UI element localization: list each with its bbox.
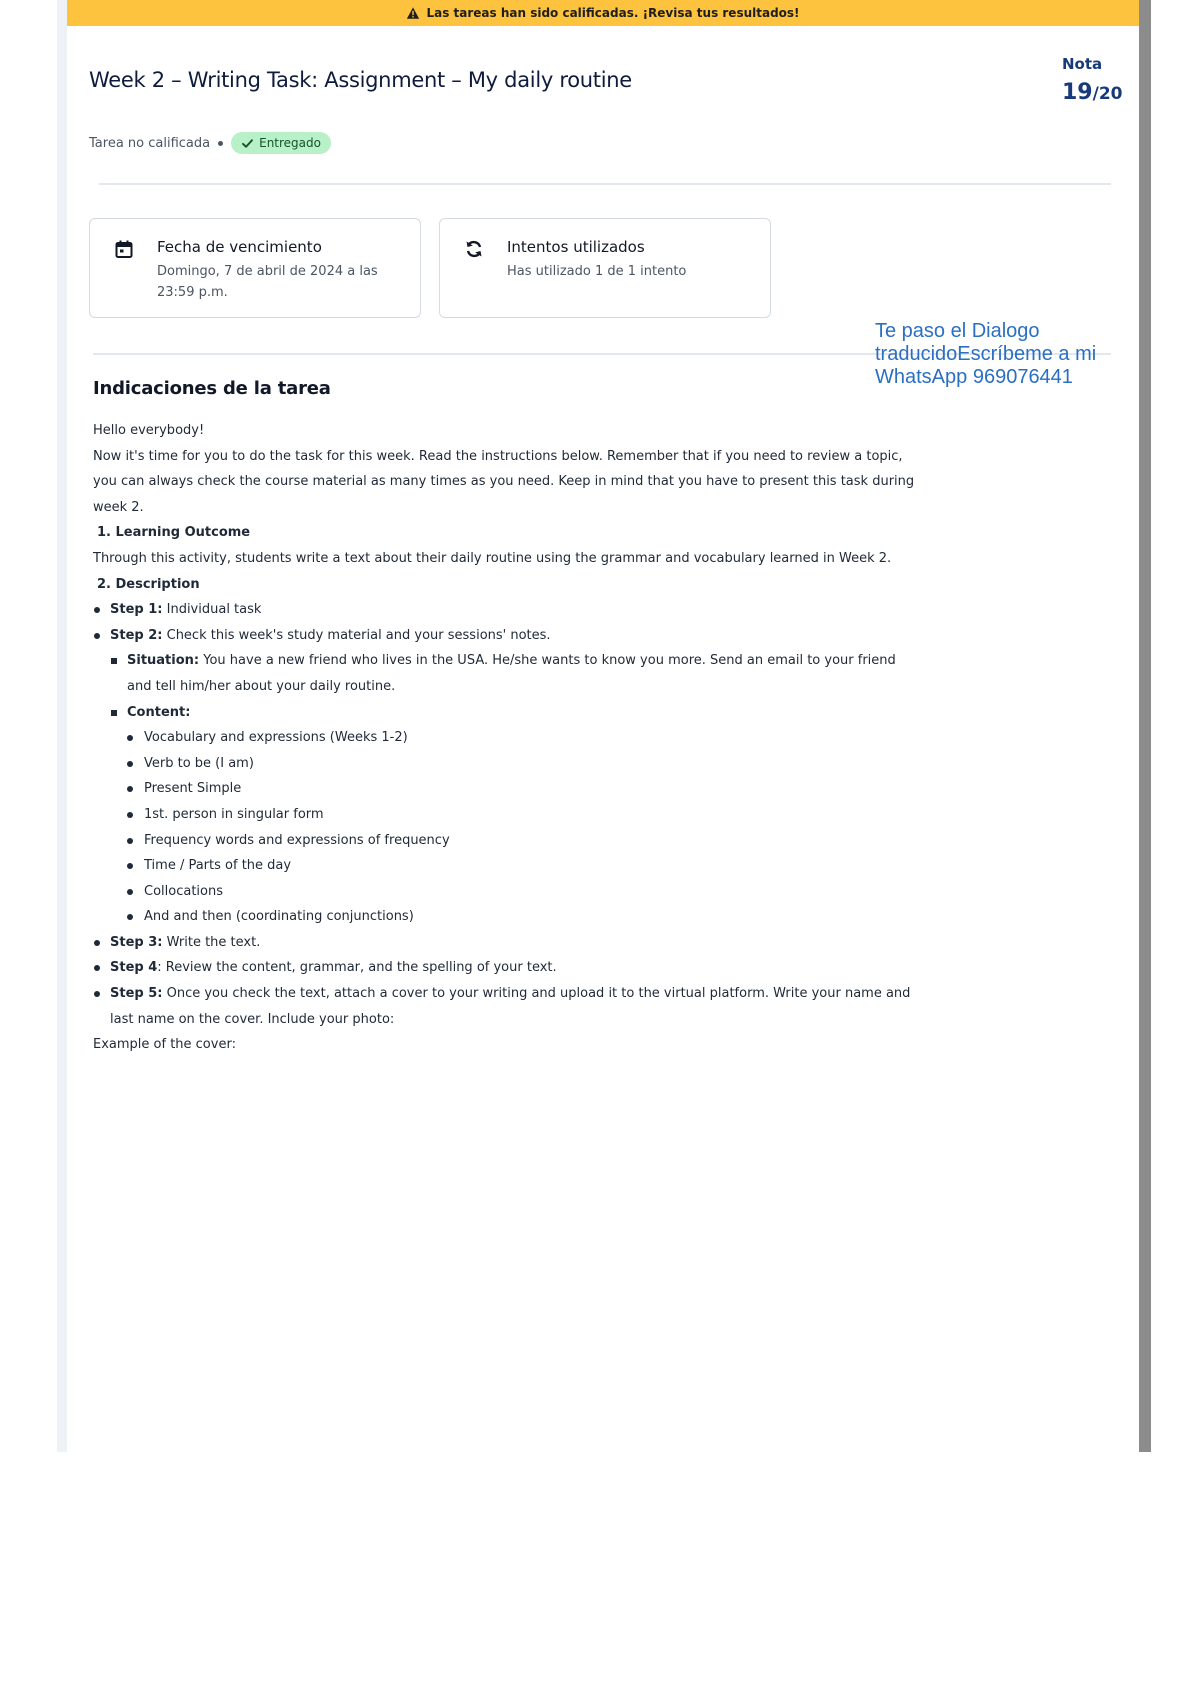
list-item: Step 1: Individual task bbox=[93, 597, 923, 623]
status-badge bbox=[231, 132, 331, 154]
separator-dot bbox=[218, 141, 223, 146]
attempts-card bbox=[439, 218, 771, 318]
grade-value bbox=[1062, 80, 1123, 105]
grading-status-text: Tarea no calificada bbox=[89, 135, 211, 151]
steps-list bbox=[93, 597, 923, 1032]
list-item: Time / Parts of the day bbox=[93, 853, 923, 879]
assignment-meta bbox=[89, 132, 331, 154]
greeting: Hello everybody! bbox=[93, 423, 205, 438]
list-item: 1st. person in singular form bbox=[93, 802, 923, 828]
calendar-icon bbox=[114, 239, 134, 259]
due-date-card bbox=[89, 218, 421, 318]
warning-icon bbox=[406, 6, 420, 20]
page-title: Week 2 – Writing Task: Assignment – My daily routine bbox=[89, 68, 632, 92]
list-item: Content: bbox=[93, 700, 923, 726]
attempts-title: Intentos utilizados bbox=[507, 238, 645, 256]
list-item: Step 4: Review the content, grammar, and the spelling of your text. bbox=[93, 955, 923, 981]
description-heading: 2. Description bbox=[97, 576, 200, 592]
list-item: Collocations bbox=[93, 879, 923, 905]
list-item: Frequency words and expressions of frequency bbox=[93, 828, 923, 854]
list-item: Step 2: Check this week's study material and your sessions' notes. bbox=[93, 623, 923, 649]
due-date-value: Domingo, 7 de abril de 2024 a las 23:59 p.m. bbox=[157, 264, 378, 300]
grade-total: 20 bbox=[1098, 84, 1123, 104]
divider bbox=[99, 183, 1111, 185]
graded-notice-banner bbox=[67, 0, 1139, 26]
grade-separator: / bbox=[1092, 84, 1099, 104]
list-item: Step 5: Once you check the text, attach a cover to your writing and upload it to the virtual platform. Write your name and last name on the cover. Include your photo: bbox=[93, 981, 923, 1032]
outcome-heading: 1. Learning Outcome bbox=[97, 525, 251, 541]
outcome-text: Through this activity, students write a text about their daily routine using the grammar and vocabulary learned in Week 2. bbox=[93, 550, 892, 566]
status-badge-label: Entregado bbox=[259, 136, 321, 150]
intro-paragraph: Now it's time for you to do the task for this week. Read the instructions below. Remember that if you need to review a topic, you can always check the course material as many times as you need. Keep in mind that you have to present this task during week 2. bbox=[93, 448, 915, 515]
list-item: Step 3: Write the text. bbox=[93, 930, 923, 956]
list-item: Present Simple bbox=[93, 776, 923, 802]
overlay-note: Te paso el Dialogo traducidoEscríbeme a mi WhatsApp 969076441 bbox=[875, 320, 1097, 388]
attempts-value: Has utilizado 1 de 1 intento bbox=[507, 264, 687, 279]
due-date-title: Fecha de vencimiento bbox=[157, 238, 322, 256]
list-item: And and then (coordinating conjunctions) bbox=[93, 904, 923, 930]
instructions-body bbox=[93, 418, 923, 1058]
left-page-strip bbox=[57, 0, 67, 1452]
scrollbar[interactable] bbox=[1139, 0, 1151, 1452]
refresh-icon bbox=[464, 239, 484, 259]
banner-text: Las tareas han sido calificadas. ¡Revisa tus resultados! bbox=[426, 6, 800, 20]
check-icon bbox=[241, 137, 254, 150]
list-item: Situation: You have a new friend who lives in the USA. He/she wants to know you more. Send an email to your friend and tell him/her about your daily routine. bbox=[93, 648, 923, 699]
list-item: Vocabulary and expressions (Weeks 1-2) bbox=[93, 725, 923, 751]
cover-example-label: Example of the cover: bbox=[93, 1037, 236, 1053]
list-item: Verb to be (I am) bbox=[93, 751, 923, 777]
grade-score: 19 bbox=[1062, 80, 1093, 105]
grade-label: Nota bbox=[1062, 55, 1103, 73]
instructions-heading: Indicaciones de la tarea bbox=[93, 378, 331, 399]
